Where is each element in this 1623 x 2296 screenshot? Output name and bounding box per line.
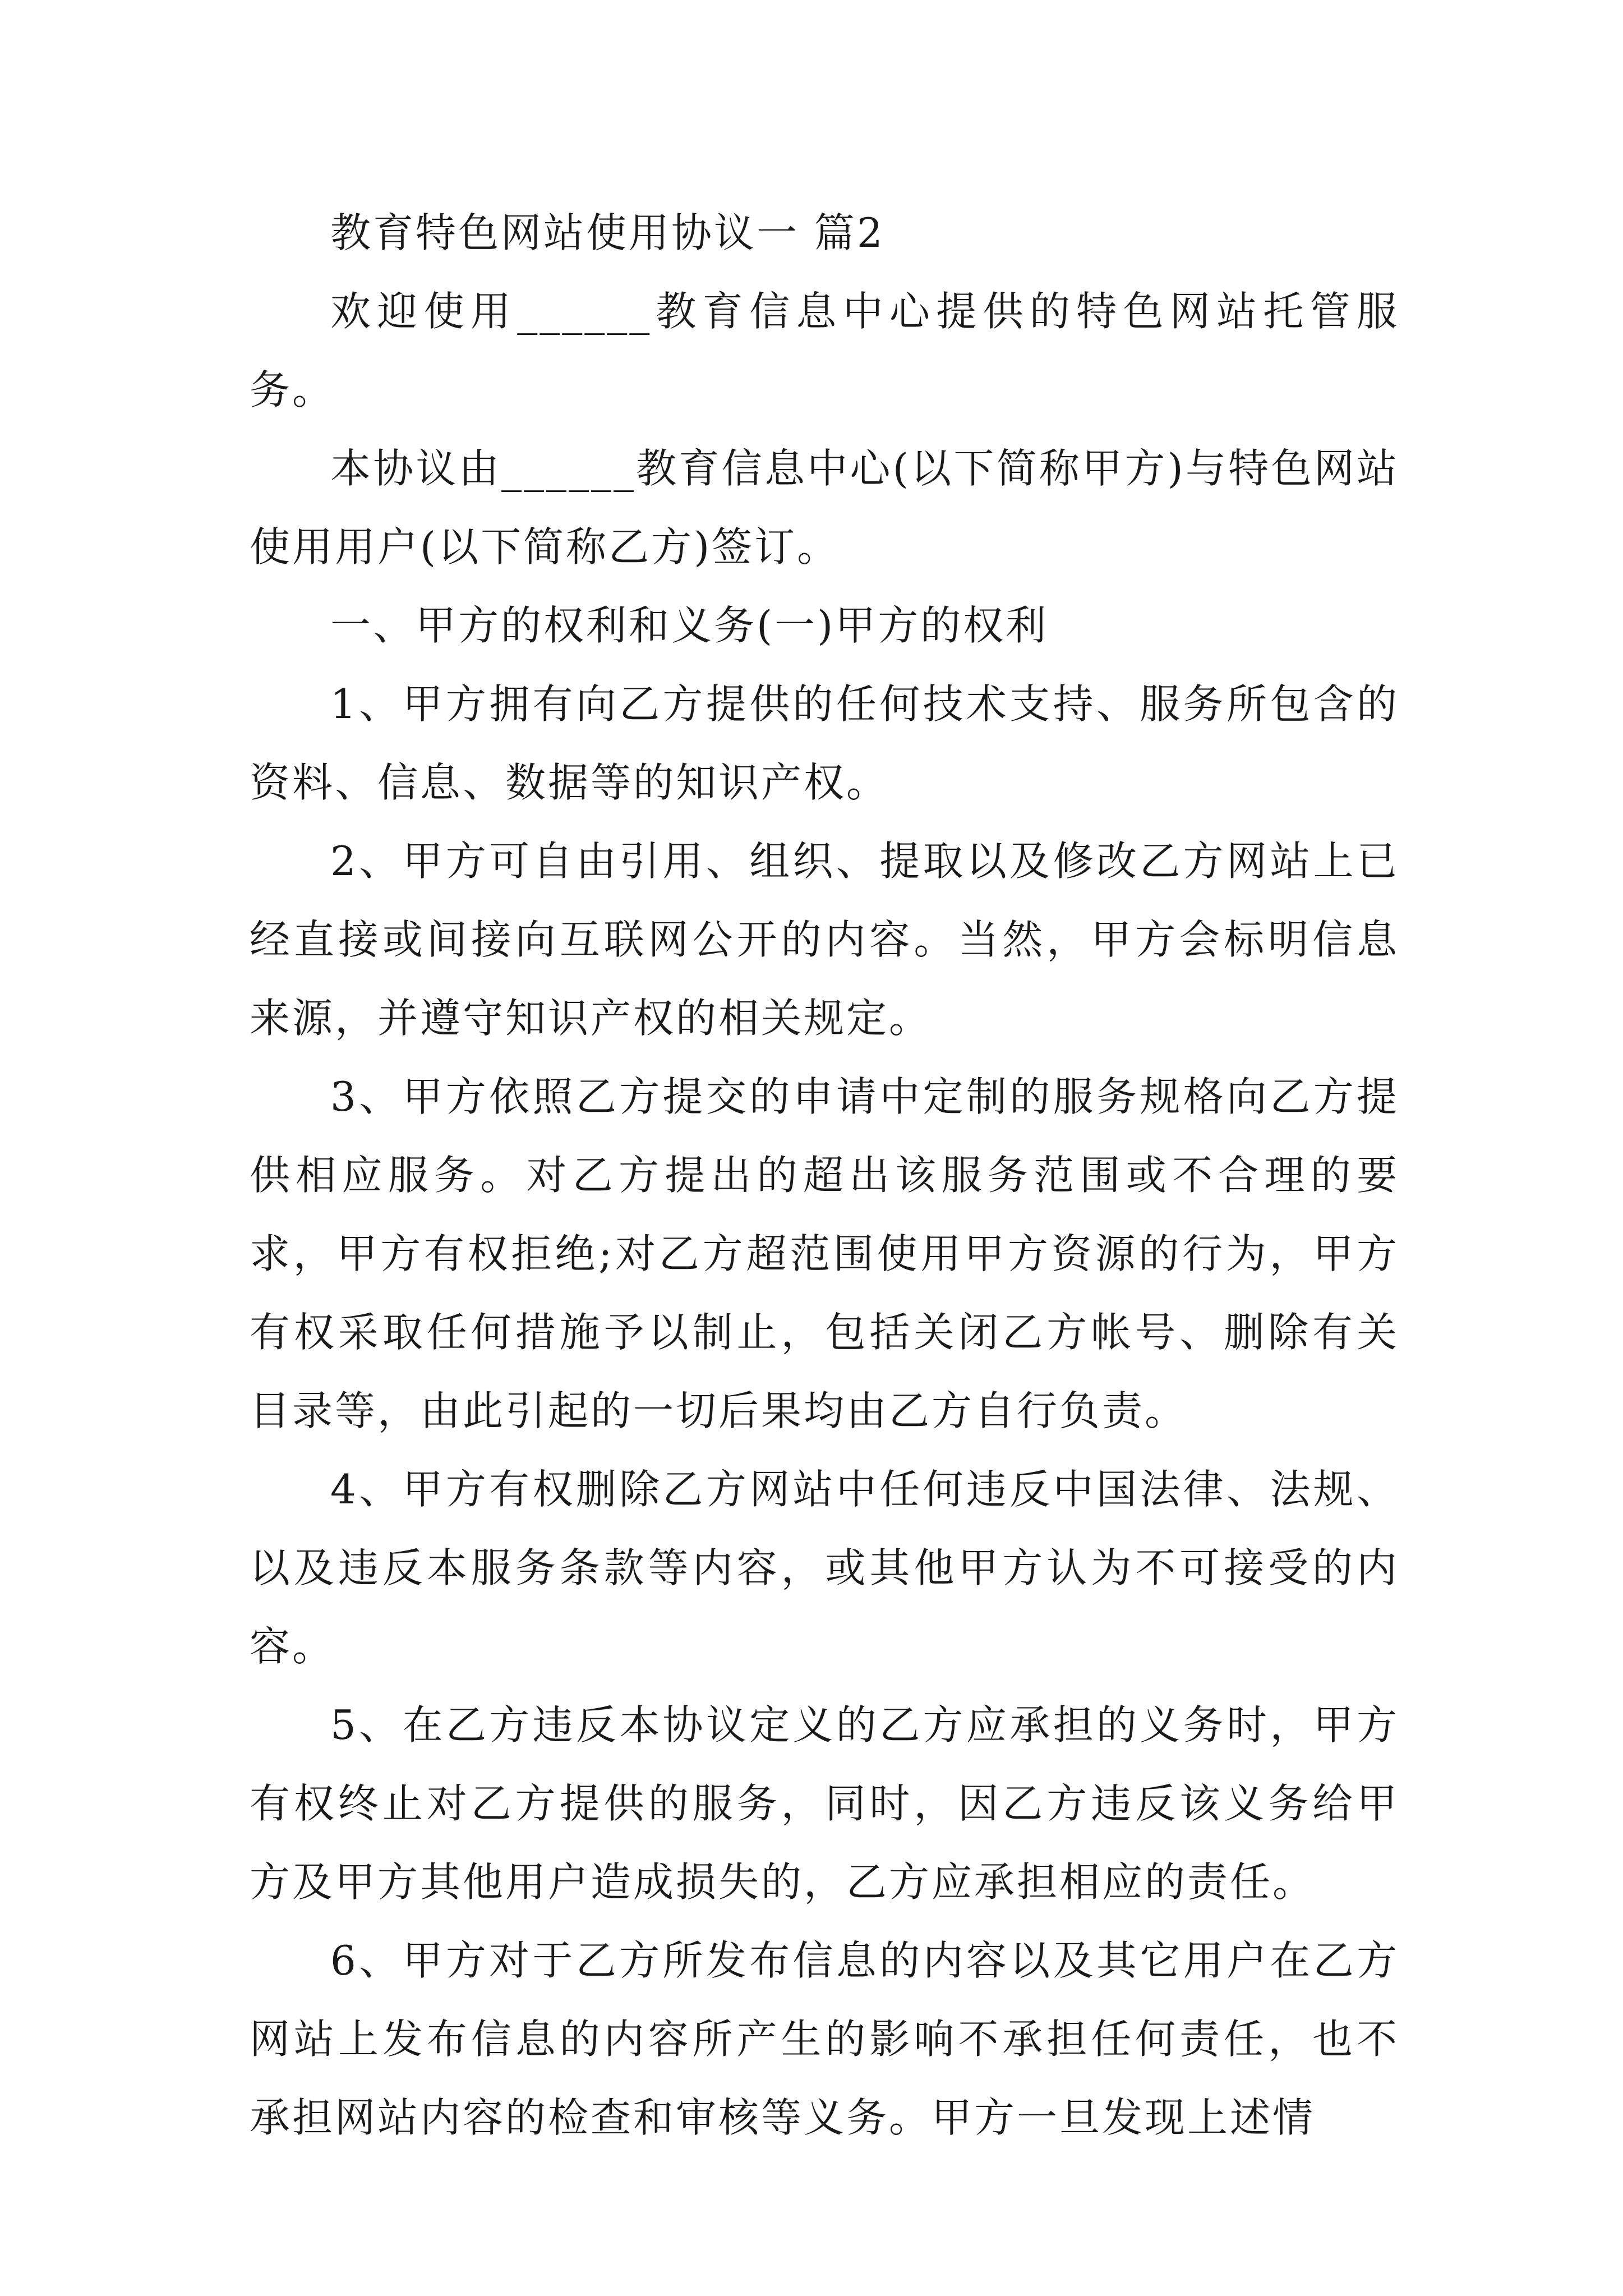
document-body xyxy=(250,194,1399,2157)
section-heading-party-a-rights: 一、甲方的权利和义务(一)甲方的权利 xyxy=(330,602,1049,649)
paragraph-parties: 本协议由______教育信息中心(以下简称甲方)与特色网站使用用户(以下简称乙方)签订。 xyxy=(250,445,1399,570)
paragraph-welcome: 欢迎使用______教育信息中心提供的特色网站托管服务。 xyxy=(250,288,1399,413)
clause-5: 5、在乙方违反本协议定义的乙方应承担的义务时，甲方有权终止对乙方提供的服务，同时，因乙方违反该义务给甲方及甲方其他用户造成损失的，乙方应承担相应的责任。 xyxy=(250,1701,1399,1906)
clause-3: 3、甲方依照乙方提交的申请中定制的服务规格向乙方提供相应服务。对乙方提出的超出该服务范围或不合理的要求，甲方有权拒绝;对乙方超范围使用甲方资源的行为，甲方有权采取任何措施予以制止，包括关闭乙方帐号、删除有关目录等，由此引起的一切后果均由乙方自行负责。 xyxy=(250,1073,1399,1434)
document-title: 教育特色网站使用协议一 篇2 xyxy=(330,209,885,256)
clause-6: 6、甲方对于乙方所发布信息的内容以及其它用户在乙方网站上发布信息的内容所产生的影响不承担任何责任，也不承担网站内容的检查和审核等义务。甲方一旦发现上述情 xyxy=(250,1937,1399,2141)
clause-1: 1、甲方拥有向乙方提供的任何技术支持、服务所包含的资料、信息、数据等的知识产权。 xyxy=(250,680,1399,806)
clause-2: 2、甲方可自由引用、组织、提取以及修改乙方网站上已经直接或间接向互联网公开的内容。当然，甲方会标明信息来源，并遵守知识产权的相关规定。 xyxy=(250,838,1399,1042)
clause-4: 4、甲方有权删除乙方网站中任何违反中国法律、法规、以及违反本服务条款等内容，或其他甲方认为不可接受的内容。 xyxy=(250,1466,1399,1670)
